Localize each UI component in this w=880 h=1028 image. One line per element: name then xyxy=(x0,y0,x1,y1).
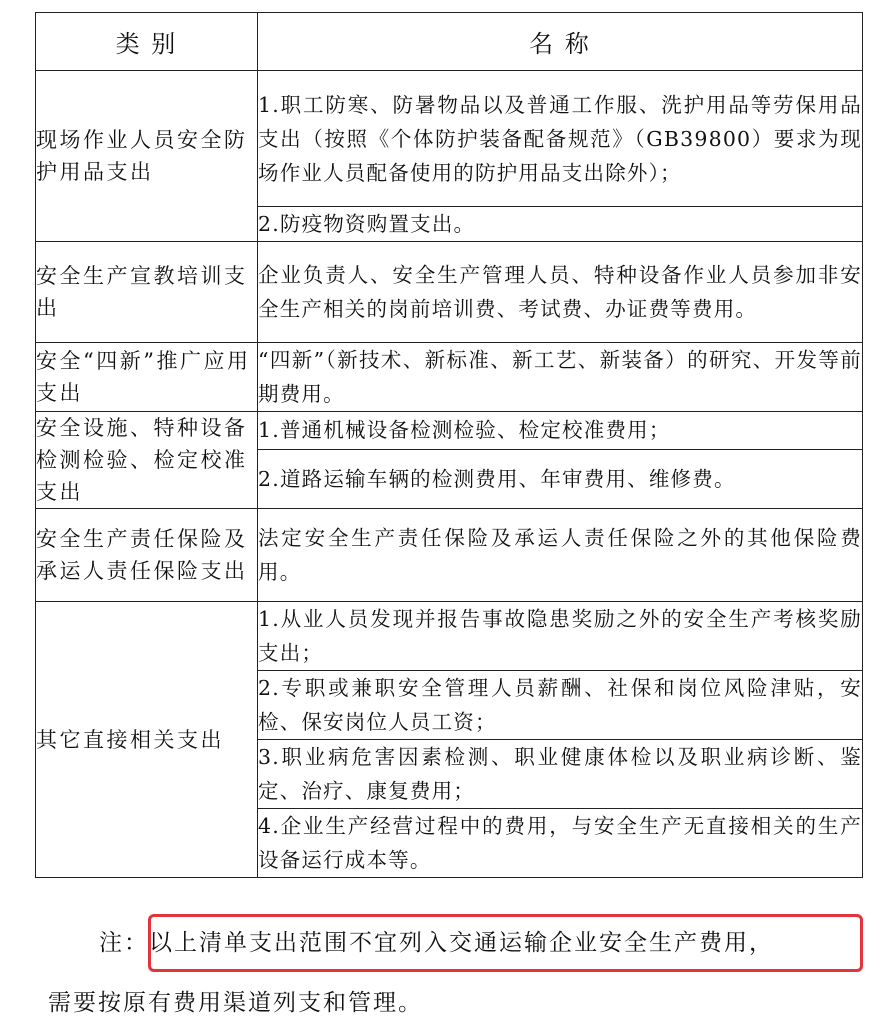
table-row xyxy=(36,412,863,450)
note-line-2: 需要按原有费用渠道列支和管理。 xyxy=(48,990,423,1016)
note-line-1 xyxy=(35,918,865,968)
table-row xyxy=(36,343,863,412)
category-cell: 安全生产宣教培训支出 xyxy=(36,242,258,343)
category-cell: 现场作业人员安全防护用品支出 xyxy=(36,71,258,242)
item-cell: 企业负责人、安全生产管理人员、特种设备作业人员参加非安全生产相关的岗前培训费、考试费、办证费等费用。 xyxy=(258,242,863,343)
header-name: 名 称 xyxy=(258,13,863,71)
table-row xyxy=(36,602,863,671)
item-cell: “四新”（新技术、新标准、新工艺、新装备）的研究、开发等前期费用。 xyxy=(258,343,863,412)
item-cell: 1.职工防寒、防暑物品以及普通工作服、洗护用品等劳保用品支出（按照《个体防护装备配备规范》（GB39800）要求为现场作业人员配备使用的防护用品支出除外）； xyxy=(258,71,863,207)
category-cell: 其它直接相关支出 xyxy=(36,602,258,878)
item-cell: 3.职业病危害因素检测、职业健康体检以及职业病诊断、鉴定、治疗、康复费用； xyxy=(258,740,863,809)
category-cell: 安全生产责任保险及承运人责任保险支出 xyxy=(36,509,258,602)
item-cell: 1.普通机械设备检测检验、检定校准费用； xyxy=(258,412,863,450)
category-cell: 安全设施、特种设备检测检验、检定校准支出 xyxy=(36,412,258,509)
note-prefix: 注： xyxy=(99,930,149,956)
note-highlighted-text: 以上清单支出范围不宜列入交通运输企业安全生产费用， xyxy=(149,930,774,956)
item-cell: 2.防疫物资购置支出。 xyxy=(258,207,863,242)
header-row xyxy=(36,13,863,71)
item-cell: 2.专职或兼职安全管理人员薪酬、社保和岗位风险津贴，安检、保安岗位人员工资； xyxy=(258,671,863,740)
item-cell: 1.从业人员发现并报告事故隐患奖励之外的安全生产考核奖励支出； xyxy=(258,602,863,671)
item-cell: 4.企业生产经营过程中的费用，与安全生产无直接相关的生产设备运行成本等。 xyxy=(258,809,863,878)
table-row xyxy=(36,71,863,207)
expense-table xyxy=(35,12,863,878)
table-row xyxy=(36,509,863,602)
category-cell: 安全“四新”推广应用支出 xyxy=(36,343,258,412)
item-cell: 2.道路运输车辆的检测费用、年审费用、维修费。 xyxy=(258,449,863,508)
table-row xyxy=(36,242,863,343)
header-category: 类 别 xyxy=(36,13,258,71)
item-cell: 法定安全生产责任保险及承运人责任保险之外的其他保险费用。 xyxy=(258,509,863,602)
